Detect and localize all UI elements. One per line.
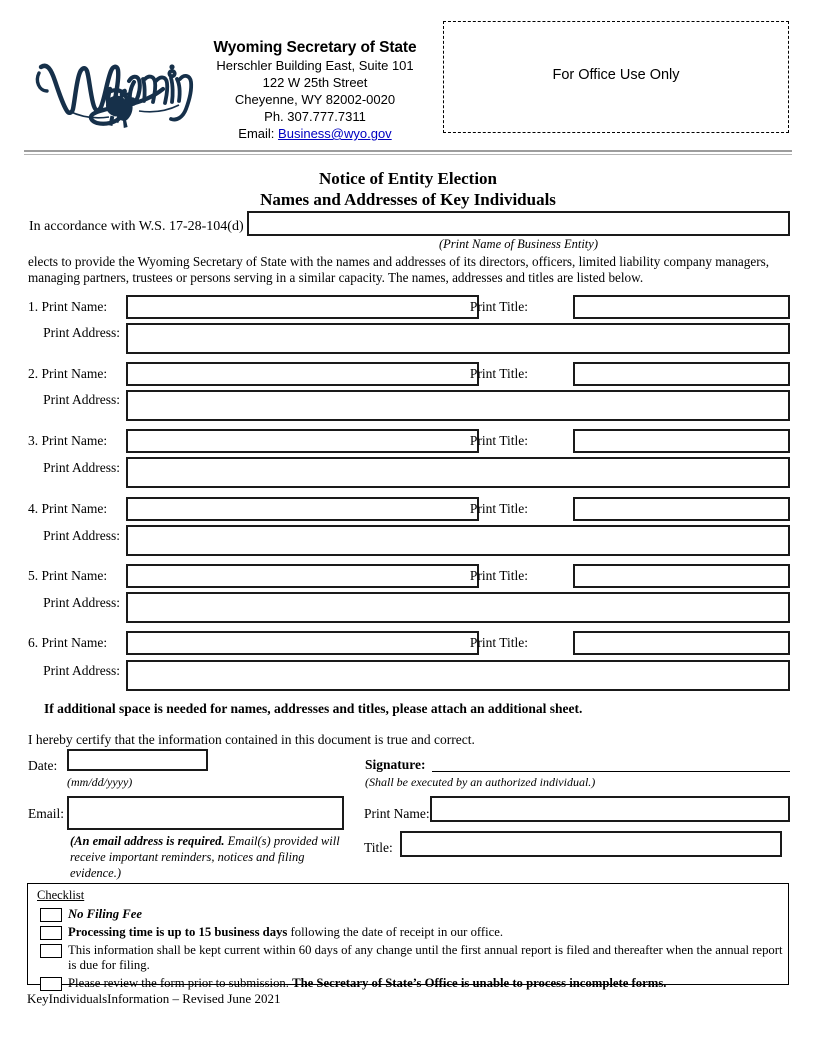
checklist-heading: Checklist (37, 888, 85, 902)
agency-name: Wyoming Secretary of State (213, 39, 417, 56)
email-note-bold: (An email address is required. (70, 834, 225, 848)
checklist-panel (27, 883, 789, 990)
person-4-title-input[interactable] (573, 497, 790, 521)
checklist-item-2-rest: following the date of receipt in our office. (287, 925, 504, 939)
email-note-rest: Email(s) provided will receive important reminders, notices and filing evidence.) (70, 834, 340, 880)
person-1-name-label: 1. Print Name: (28, 299, 108, 314)
date-input[interactable] (67, 749, 208, 771)
agency-email-line (200, 125, 430, 142)
person-3-name-input[interactable] (126, 429, 479, 453)
person-3-name-label: 3. Print Name: (28, 433, 108, 448)
agency-address-line-3: Cheyenne, WY 82002-0020 (234, 92, 396, 107)
person-3-title-label: Print Title: (469, 433, 528, 448)
date-format-hint: (mm/dd/yyyy) (67, 775, 133, 789)
checklist-item-3-text: This information shall be kept current within 60 days of any change until the first annual report is filed and thereafter when the annual report is due for filing. (68, 943, 783, 972)
checklist-item-1-emphasis: No Filing Fee (68, 907, 143, 921)
wyoming-logo (33, 33, 213, 145)
checklist-item-1-text (68, 907, 783, 922)
certification-statement: I hereby certify that the information contained in this document is true and correct. (28, 732, 475, 747)
signer-print-name-input[interactable] (430, 796, 790, 822)
person-6-address-input[interactable] (126, 660, 790, 691)
person-1-address-input[interactable] (126, 323, 790, 354)
person-3-title-input[interactable] (573, 429, 790, 453)
person-5-title-label: Print Title: (469, 568, 528, 583)
person-4-title-label: Print Title: (469, 501, 528, 516)
person-5-address-label: Print Address: (43, 595, 120, 610)
person-4-name-input[interactable] (126, 497, 479, 521)
signer-title-label: Title: (364, 840, 393, 855)
business-entity-name-caption: (Print Name of Business Entity) (438, 237, 598, 251)
checklist-item-2-text (68, 925, 783, 940)
agency-info-block (200, 38, 430, 142)
page-header (0, 0, 816, 146)
person-6-title-label: Print Title: (469, 635, 528, 650)
email-input[interactable] (67, 796, 344, 830)
form-footer-revision: KeyIndividualsInformation – Revised June 2021 (27, 991, 281, 1006)
person-1-address-label: Print Address: (43, 325, 120, 340)
person-5-name-input[interactable] (126, 564, 479, 588)
additional-sheet-notice: If additional space is needed for names, addresses and titles, please attach an additional sheet. (44, 701, 583, 716)
person-3-address-input[interactable] (126, 457, 790, 488)
person-2-title-input[interactable] (573, 362, 790, 386)
person-6-address-label: Print Address: (43, 663, 120, 678)
signature-input[interactable] (432, 771, 790, 772)
checklist-item-2-emphasis: Processing time is up to 15 business days (68, 925, 288, 939)
person-4-address-input[interactable] (126, 525, 790, 556)
person-6-name-label: 6. Print Name: (28, 635, 108, 650)
signature-label: Signature: (365, 757, 426, 772)
date-label: Date: (28, 758, 58, 773)
person-6-title-input[interactable] (573, 631, 790, 655)
person-2-name-label: 2. Print Name: (28, 366, 108, 381)
email-label: Email: (238, 126, 275, 141)
agency-phone: Ph. 307.777.7311 (264, 109, 366, 124)
checklist-checkbox-3[interactable] (40, 944, 62, 958)
checklist-checkbox-4[interactable] (40, 977, 62, 991)
header-divider-rule (24, 150, 792, 155)
person-1-name-input[interactable] (126, 295, 479, 319)
person-4-address-label: Print Address: (43, 528, 120, 543)
email-requirement-note (70, 833, 350, 881)
signer-print-name-label: Print Name: (364, 806, 430, 821)
person-2-address-input[interactable] (126, 390, 790, 421)
person-1-title-input[interactable] (573, 295, 790, 319)
business-entity-name-input[interactable] (247, 211, 790, 236)
checklist-item-4-text (68, 976, 783, 991)
person-4-name-label: 4. Print Name: (28, 501, 108, 516)
checklist-checkbox-1[interactable] (40, 908, 62, 922)
person-2-address-label: Print Address: (43, 392, 120, 407)
person-5-address-input[interactable] (126, 592, 790, 623)
statute-reference-label: In accordance with W.S. 17-28-104(d) (29, 219, 244, 234)
checklist-checkbox-2[interactable] (40, 926, 62, 940)
for-office-use-only-label: For Office Use Only (552, 67, 680, 83)
form-title-line-1: Notice of Entity Election (319, 169, 497, 188)
email-field-label: Email: (28, 806, 64, 821)
checklist-item-4-lead: Please review the form prior to submission. (68, 976, 293, 990)
signature-hint: (Shall be executed by an authorized individual.) (365, 775, 596, 789)
for-office-use-only-box (443, 21, 789, 133)
form-title-line-2: Names and Addresses of Key Individuals (260, 190, 556, 209)
agency-email-link[interactable]: Business@wyo.gov (278, 126, 392, 141)
person-2-name-input[interactable] (126, 362, 479, 386)
signer-title-input[interactable] (400, 831, 782, 857)
person-3-address-label: Print Address: (43, 460, 120, 475)
person-5-title-input[interactable] (573, 564, 790, 588)
person-2-title-label: Print Title: (469, 366, 528, 381)
person-6-name-input[interactable] (126, 631, 479, 655)
agency-address-line-2: 122 W 25th Street (262, 75, 368, 90)
agency-address-line-1: Herschler Building East, Suite 101 (216, 58, 414, 73)
person-5-name-label: 5. Print Name: (28, 568, 108, 583)
election-paragraph: elects to provide the Wyoming Secretary of State with the names and addresses of its directors, officers, limited liability company managers, managing partners, trustees or persons serving in a similar capacity. The names, addresses and titles are listed below. (28, 254, 770, 285)
checklist-item-4-emphasis: The Secretary of State’s Office is unable to process incomplete forms. (292, 976, 667, 990)
person-1-title-label: Print Title: (469, 299, 528, 314)
